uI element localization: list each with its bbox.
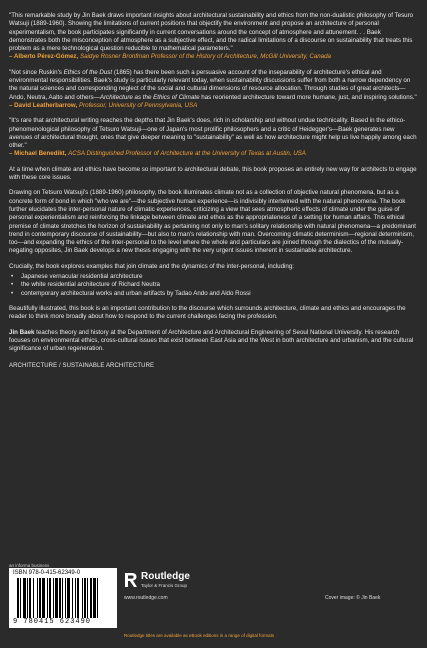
author-name: Jin Baek bbox=[9, 328, 35, 336]
barcode-bar bbox=[27, 578, 28, 618]
barcode-bar bbox=[87, 578, 88, 618]
barcode-bar bbox=[53, 578, 54, 618]
barcode-bar bbox=[47, 578, 48, 618]
barcode-bar bbox=[39, 578, 41, 618]
publisher-name: Routledge bbox=[141, 571, 190, 582]
subject-category: ARCHITECTURE / SUSTAINABLE ARCHITECTURE bbox=[9, 363, 155, 370]
barcode-bar bbox=[59, 578, 61, 618]
quote-book-title: Architecture as the Ethics of Climate bbox=[99, 93, 200, 101]
barcode-bar bbox=[84, 578, 86, 618]
barcode-bar bbox=[75, 578, 76, 618]
barcode-bar bbox=[65, 578, 66, 618]
quote-benedikt bbox=[9, 117, 418, 158]
barcode-bar bbox=[82, 578, 83, 618]
barcode-bar bbox=[33, 578, 34, 618]
examples-list bbox=[9, 273, 418, 298]
barcode-bar bbox=[72, 578, 73, 618]
quote-text-part: (1865) has there been such a persuasive account of the inseparability of architecture's ethical and environmental responsibilities. Baek's study is particularly relevant today, when sustainability discussions suffer from both a narrow dependency on the natural sciences and corresponding neglect of the social and cultural dimensions of resource allocation. Through studies of great architects—Ando, Neutra, Aalto and others— bbox=[9, 68, 411, 101]
isbn-label: ISBN 978-0-415-62349-0 bbox=[13, 570, 81, 576]
barcode-icon bbox=[17, 578, 109, 618]
quote-attribution bbox=[9, 150, 418, 158]
quote-text: "It's rare that architectural writing reaches the depths that Jin Baek's does, rich in scholarship and without undue technicality. Based in the ethico-phenomenological philosophy of Tetsuro Watsuji—one of Japan's most prolific philosophers and a critic of Heidegger's—Baek generates new avenues of architectural thought, ones that give deeper meaning to "sustainability" as well as how architecture might help us live happily among each other." bbox=[9, 117, 417, 150]
quote-author-title: ACSA Distinguished Professor of Architecture at the University of Texas at Austin, USA bbox=[68, 150, 306, 158]
intro-paragraph: At a time when climate and ethics have become so important to architectural debate, this book proposes an entirely new way for architects to engage with these core issues. bbox=[9, 165, 417, 182]
quote-author-title: Saidye Rosner Bronfman Professor of the History of Architecture, McGill University, Canada bbox=[79, 53, 332, 61]
barcode-bar bbox=[55, 578, 58, 618]
barcode-bar bbox=[97, 578, 98, 618]
ebook-note: Routledge titles are available as eBook editions in a range of digital formats bbox=[124, 633, 275, 638]
examples-lead: Crucially, the book explores examples that join climate and the dynamics of the inter-personal, including: bbox=[9, 262, 295, 270]
barcode-bar bbox=[29, 578, 31, 618]
barcode-bar bbox=[20, 578, 21, 618]
quote-author: – Alberto Pérez-Gómez, bbox=[9, 53, 79, 61]
barcode-bar bbox=[17, 578, 19, 618]
publisher-tagline: an informa business bbox=[9, 563, 50, 568]
barcode-bar bbox=[67, 578, 70, 618]
summary-paragraph: Beautifully illustrated, this book is an important contribution to the discourse which surrounds architecture, climate and ethics and encourages the reader to think more broadly about how to respond to the current challenges facing the profession. bbox=[9, 304, 406, 321]
quote-text: "This remarkable study by Jin Baek draws important insights about architectural sustainability and ethics from the non-dualistic philosophy of Tesuro Watsuji (1889-1960). Showing the limitations of current positions that objectify the environment and propose an architecture of personal experimentalism, the book participates significantly in current conversations around the concept of atmosphere and attunement. . . Baek demonstrates both the misconception of atmosphere as a subjective effect, and the radical limitations of a discourse on sustainability that treats this problem as a mere technological question reducible to mathematical parameters." bbox=[9, 12, 414, 53]
cover-text bbox=[9, 12, 418, 371]
quote-author-title: Professor, University of Pennsylvania, USA bbox=[78, 101, 198, 109]
quote-attribution bbox=[9, 53, 418, 61]
publisher-group: Taylor & Francis Group bbox=[141, 583, 188, 588]
barcode-bar bbox=[23, 578, 26, 618]
barcode-bar bbox=[49, 578, 51, 618]
barcode-panel bbox=[9, 568, 117, 628]
routledge-logo-icon bbox=[124, 572, 138, 588]
publisher-website: www.routledge.com bbox=[124, 595, 168, 601]
quote-attribution bbox=[9, 102, 418, 110]
quote-text-part: has reoriented architecture toward more humane, just, and inspiring solutions." bbox=[199, 93, 417, 101]
quote-author: – David Leatherbarrow, bbox=[9, 101, 78, 109]
barcode-bar bbox=[77, 578, 79, 618]
cover-image-credit: Cover image: © Jin Baek bbox=[325, 595, 381, 601]
quote-text-part: "Not since Ruskin's bbox=[9, 68, 64, 76]
list-item: • the white residential architecture of Richard Neutra bbox=[19, 281, 418, 289]
barcode-bar bbox=[62, 578, 63, 618]
barcode-bar bbox=[93, 578, 96, 618]
barcode-bar bbox=[37, 578, 38, 618]
author-bio bbox=[9, 329, 418, 354]
list-item: • contemporary architectural works and urban artifacts by Tadao Ando and Aldo Rossi bbox=[19, 290, 418, 298]
barcode-digits: 9 780415 623490 bbox=[13, 618, 92, 626]
barcode-bar bbox=[42, 578, 45, 618]
quote-text bbox=[9, 69, 418, 102]
quote-perez-gomez bbox=[9, 12, 418, 62]
quote-author: – Michael Benedikt, bbox=[9, 150, 67, 158]
quote-book-title: Ethics of the Dust bbox=[63, 68, 113, 76]
list-item: • Japanese vernacular residential architecture bbox=[19, 273, 418, 281]
quote-leatherbarrow bbox=[9, 69, 418, 110]
description-paragraph: Drawing on Tetsuro Watsuji's (1889-1960) philosophy, the book illuminates climate not as a collection of objective natural phenomena, but as a concrete form of bond in which "who we are"—the subjective human experience—is indivisibly intertwined with the natural phenomena. The book further elucidates the inter-personal nature of climatic experiences, criticizing a view that sees atmospheric effects of climate under the guise of personal experientialism and reinforcing the linkage between climate and ethos as the appropriateness of a setting for human affairs. This ethical premise of climate stretches the horizon of sustainability as pertaining not only to man's solitary relationship with natural phenomena—a predominant trend in contemporary discourse of sustainability—but also to man's relationship with man. Overcoming climatic determinism—regional determinism, too—and expanding the ethics of the inter-personal to the level where the whole and particulars are joined through the dialectics of the mutually-negating opposites, Jin Baek develops a new thesis engaging with the very urgent issues inherent in sustainable architecture. bbox=[9, 189, 417, 255]
author-bio-text: teaches theory and history at the Department of Architecture and Architectural Engineering of Seoul National University. His research focuses on environmental ethics, cross-cultural issues that exist between East Asia and the West in both architecture and urbanism, and the cultural significance of urban regeneration. bbox=[9, 328, 414, 353]
barcode-bar bbox=[90, 578, 92, 618]
